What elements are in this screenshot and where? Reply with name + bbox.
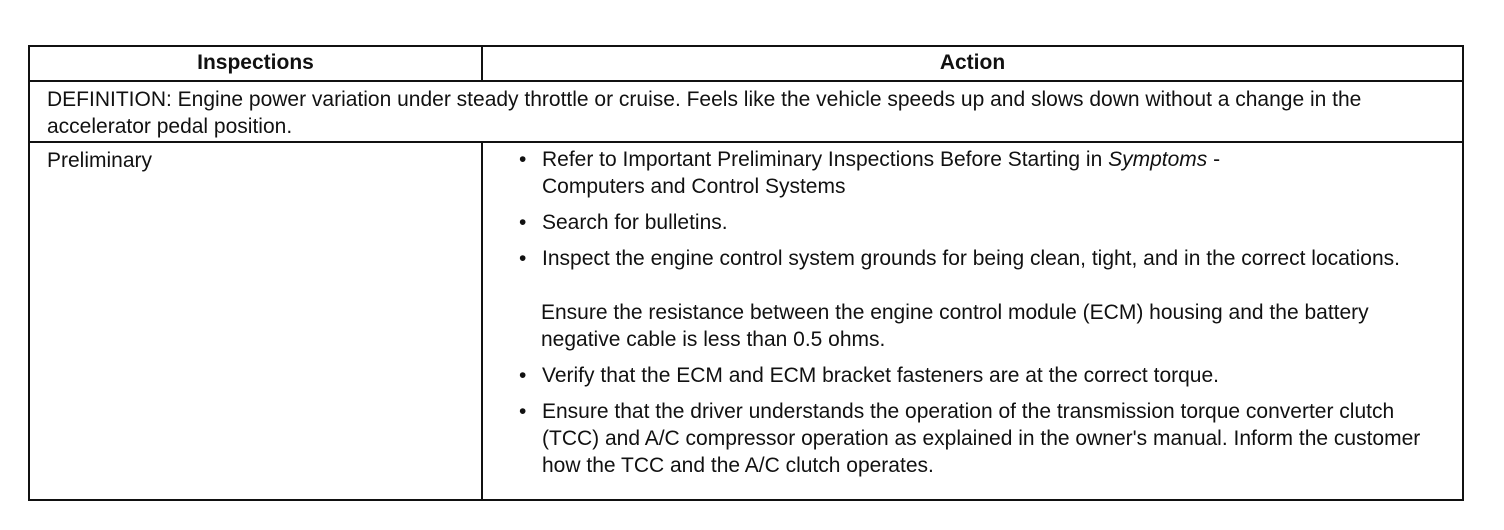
symptoms-italic: Symptoms	[1108, 148, 1208, 171]
action-item-driver	[517, 398, 1450, 479]
inspection-cell-preliminary: Preliminary	[29, 142, 482, 500]
table-row	[29, 142, 1463, 500]
definition-row	[29, 81, 1463, 142]
action-item-text: Refer to Important Preliminary Inspections Before Starting in	[542, 148, 1109, 171]
inspections-header: Inspections	[29, 46, 482, 81]
action-item-grounds	[517, 245, 1450, 353]
action-item-text: Search for bulletins.	[542, 211, 728, 234]
action-cell	[482, 142, 1463, 500]
action-list	[517, 146, 1450, 479]
action-item-text: Verify that the ECM and ECM bracket fasteners are at the correct torque.	[542, 364, 1219, 387]
action-item-note: Ensure the resistance between the engine control module (ECM) housing and the battery negative cable is less than 0.5 ohms.	[541, 301, 1369, 351]
diagnostic-table	[28, 45, 1464, 501]
bullet-icon: •	[519, 211, 527, 234]
bullet-icon: •	[519, 148, 527, 171]
header-row	[29, 46, 1463, 81]
action-item-refer	[517, 146, 1450, 200]
definition-text: DEFINITION: Engine power variation under steady throttle or cruise. Feels like the vehicle speeds up and slows down without a change in the accelerator pedal position.	[29, 81, 1463, 142]
action-item-torque	[517, 362, 1450, 389]
bullet-icon: •	[519, 364, 527, 387]
action-item-text: Inspect the engine control system grounds for being clean, tight, and in the correct locations.	[542, 247, 1400, 270]
action-item-bulletins	[517, 209, 1450, 236]
bullet-icon: •	[519, 400, 527, 423]
action-header: Action	[482, 46, 1463, 81]
bullet-icon: •	[519, 247, 527, 270]
action-item-line2: Computers and Control Systems	[542, 175, 846, 198]
action-item-suffix: -	[1207, 148, 1221, 171]
action-item-text: Ensure that the driver understands the operation of the transmission torque converter clutch (TCC) and A/C compressor operation as explained in the owner's manual. Inform the customer how the TCC and the A/C clutch operates.	[542, 400, 1421, 477]
